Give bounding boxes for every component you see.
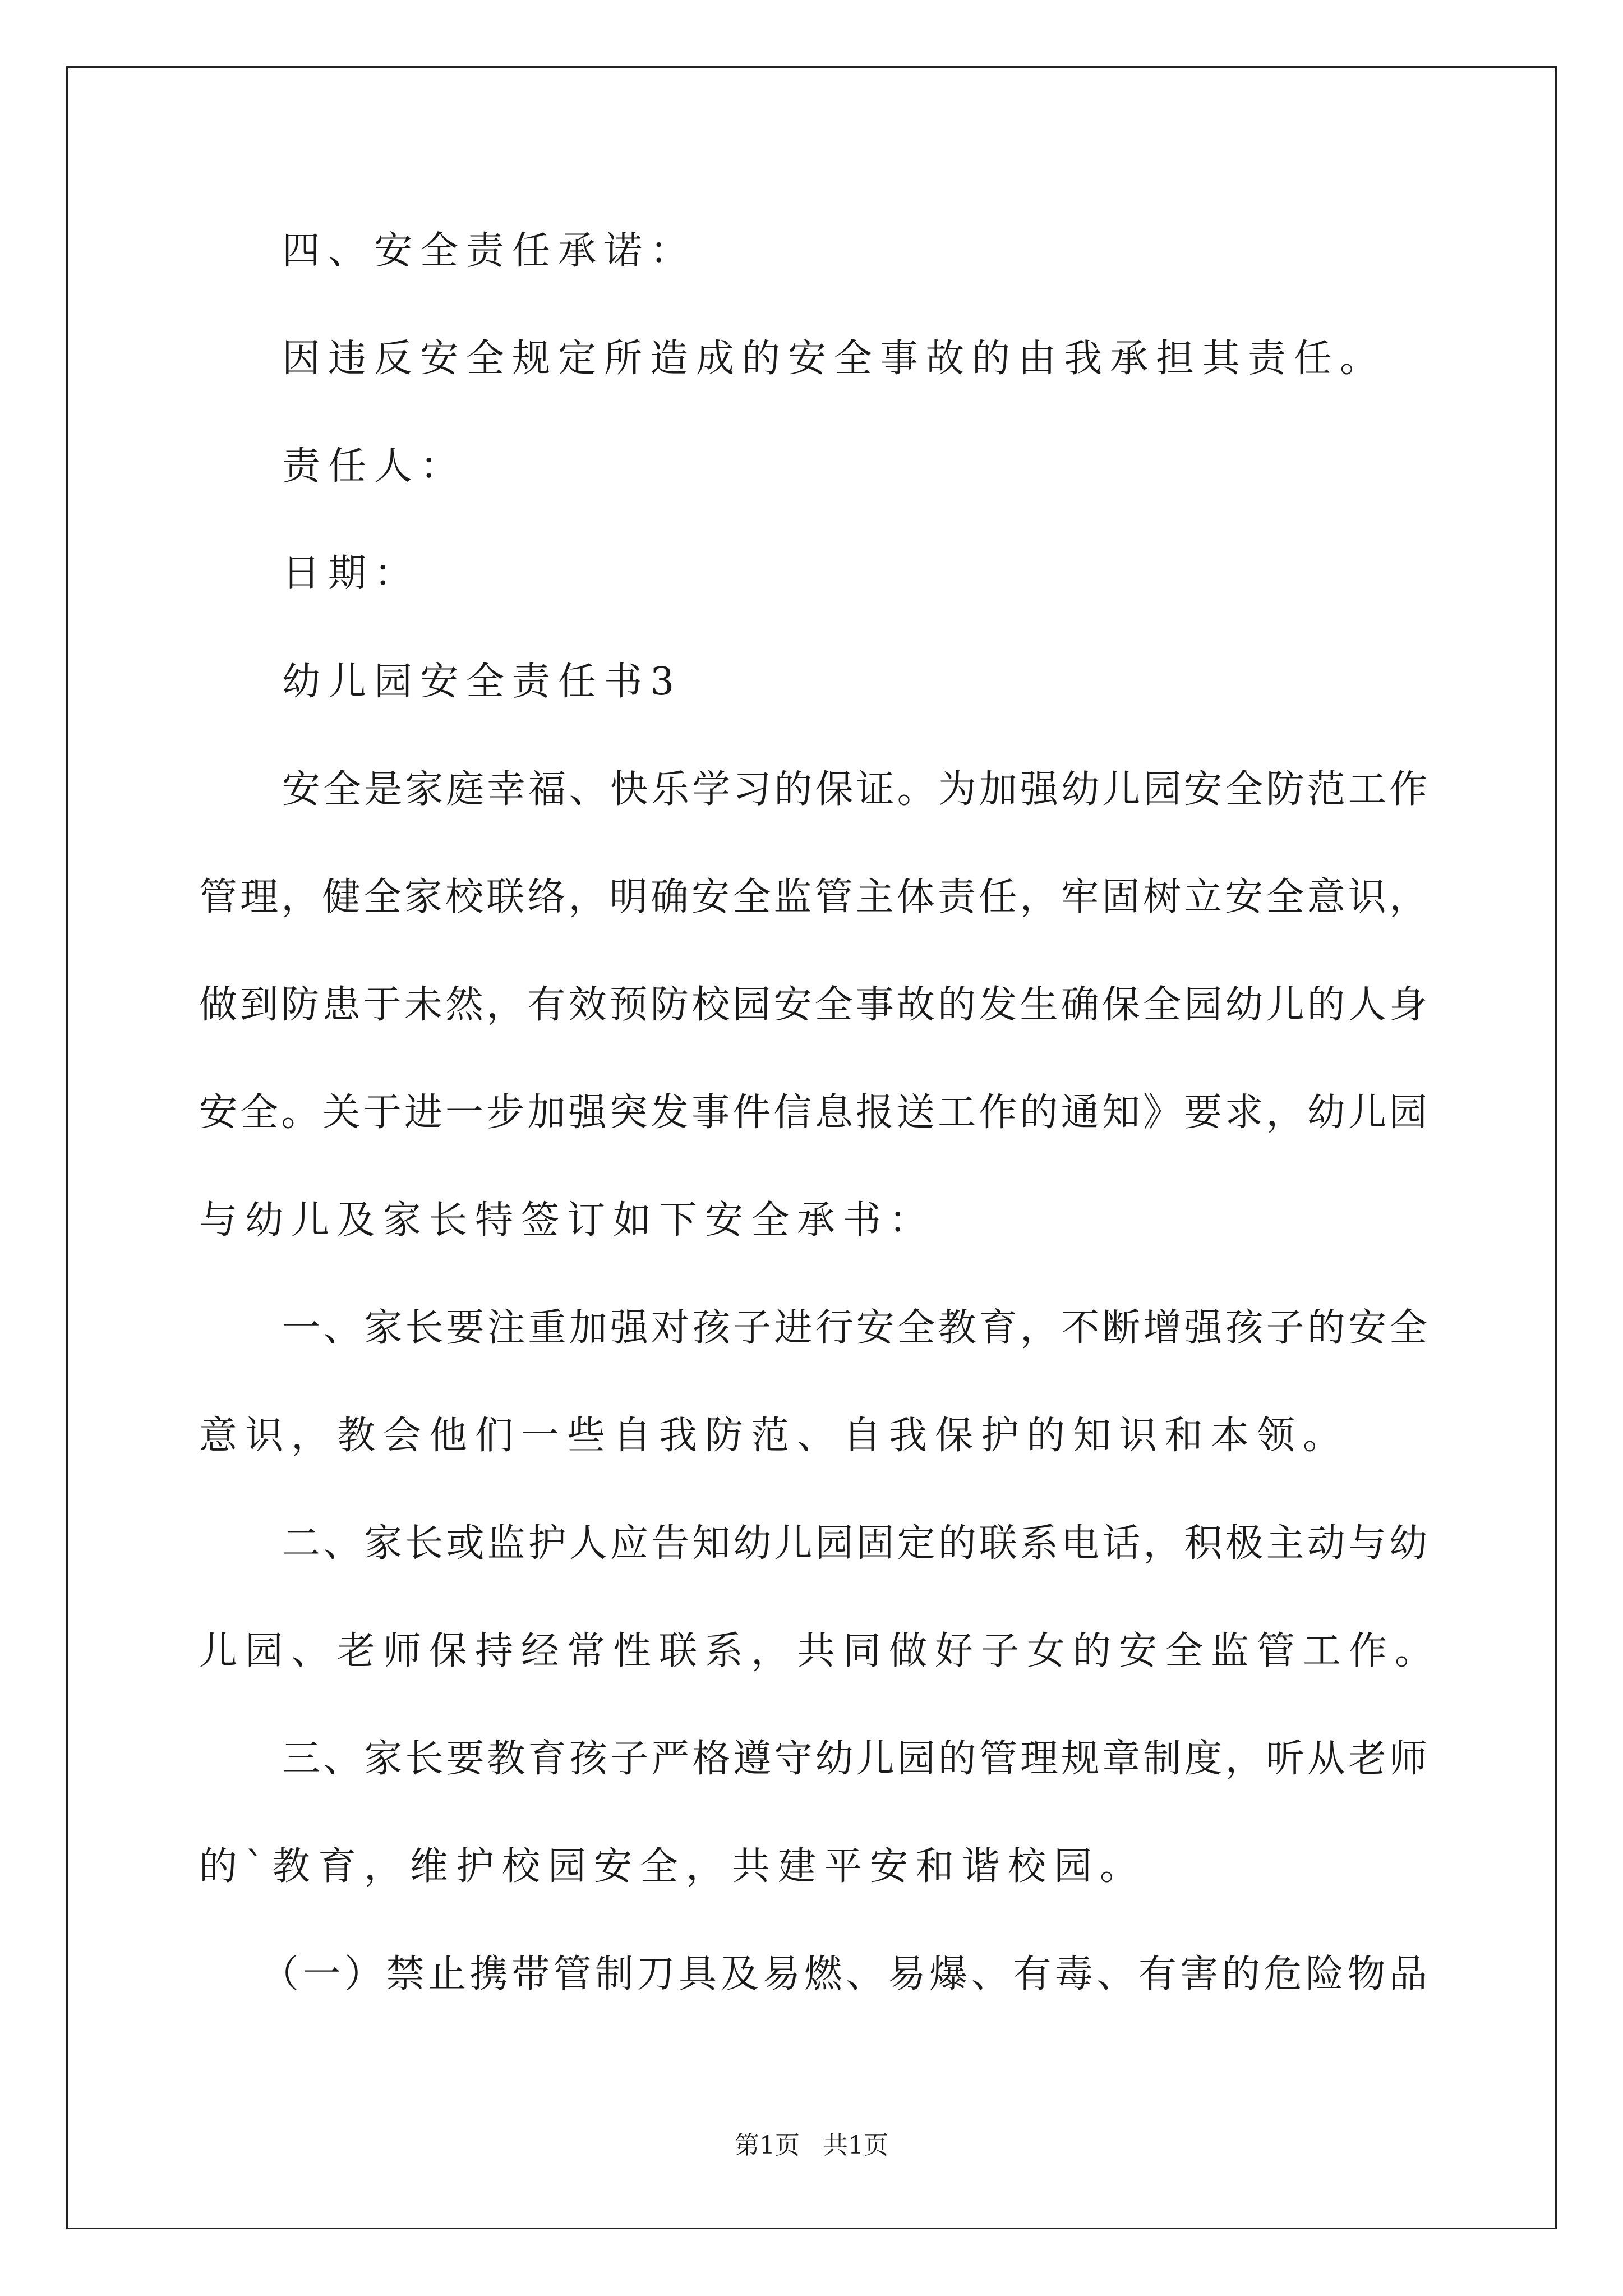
paragraph-line: 管理，健全家校联络，明确安全监管主体责任，牢固树立安全意识，	[199, 875, 1427, 919]
paragraph-line: 意识，教会他们一些自我防范、自我保护的知识和本领。	[199, 1414, 1349, 1458]
paragraph-line: 三、家长要教育孩子严格遵守幼儿园的管理规章制度，听从老师	[282, 1737, 1427, 1781]
paragraph-line: 的`教育，维护校园安全，共建平安和谐校园。	[199, 1844, 1146, 1889]
paragraph-line: 儿园、老师保持经常性联系，共同做好子女的安全监管工作。	[199, 1629, 1441, 1673]
paragraph-line: 安全是家庭幸福、快乐学习的保证。为加强幼儿园安全防范工作	[282, 767, 1427, 812]
document-title: 幼儿园安全责任书3	[282, 660, 683, 704]
page-number-footer: 第1页 共1页	[735, 2131, 888, 2160]
paragraph-line: 与幼儿及家长特签订如下安全承书：	[199, 1198, 935, 1243]
paragraph-line: 因违反安全规定所造成的安全事故的由我承担其责任。	[282, 337, 1386, 381]
paragraph-line: 一、家长要注重加强对孩子进行安全教育，不断增强孩子的安全	[282, 1306, 1427, 1350]
date-label: 日期：	[282, 551, 421, 596]
paragraph-line: （一）禁止携带管制刀具及易燃、易爆、有毒、有害的危险物品	[261, 1952, 1427, 1996]
page-border	[66, 66, 1557, 2229]
paragraph-line: 安全。关于进一步加强突发事件信息报送工作的通知》要求，幼儿园	[199, 1091, 1427, 1135]
paragraph-line: 做到防患于未然，有效预防校园安全事故的发生确保全园幼儿的人身	[199, 983, 1427, 1027]
paragraph-line: 二、家长或监护人应告知幼儿园固定的联系电话，积极主动与幼	[282, 1521, 1427, 1566]
section-heading-commitment: 四、安全责任承诺：	[282, 229, 697, 273]
responsible-person-label: 责任人：	[282, 444, 467, 489]
